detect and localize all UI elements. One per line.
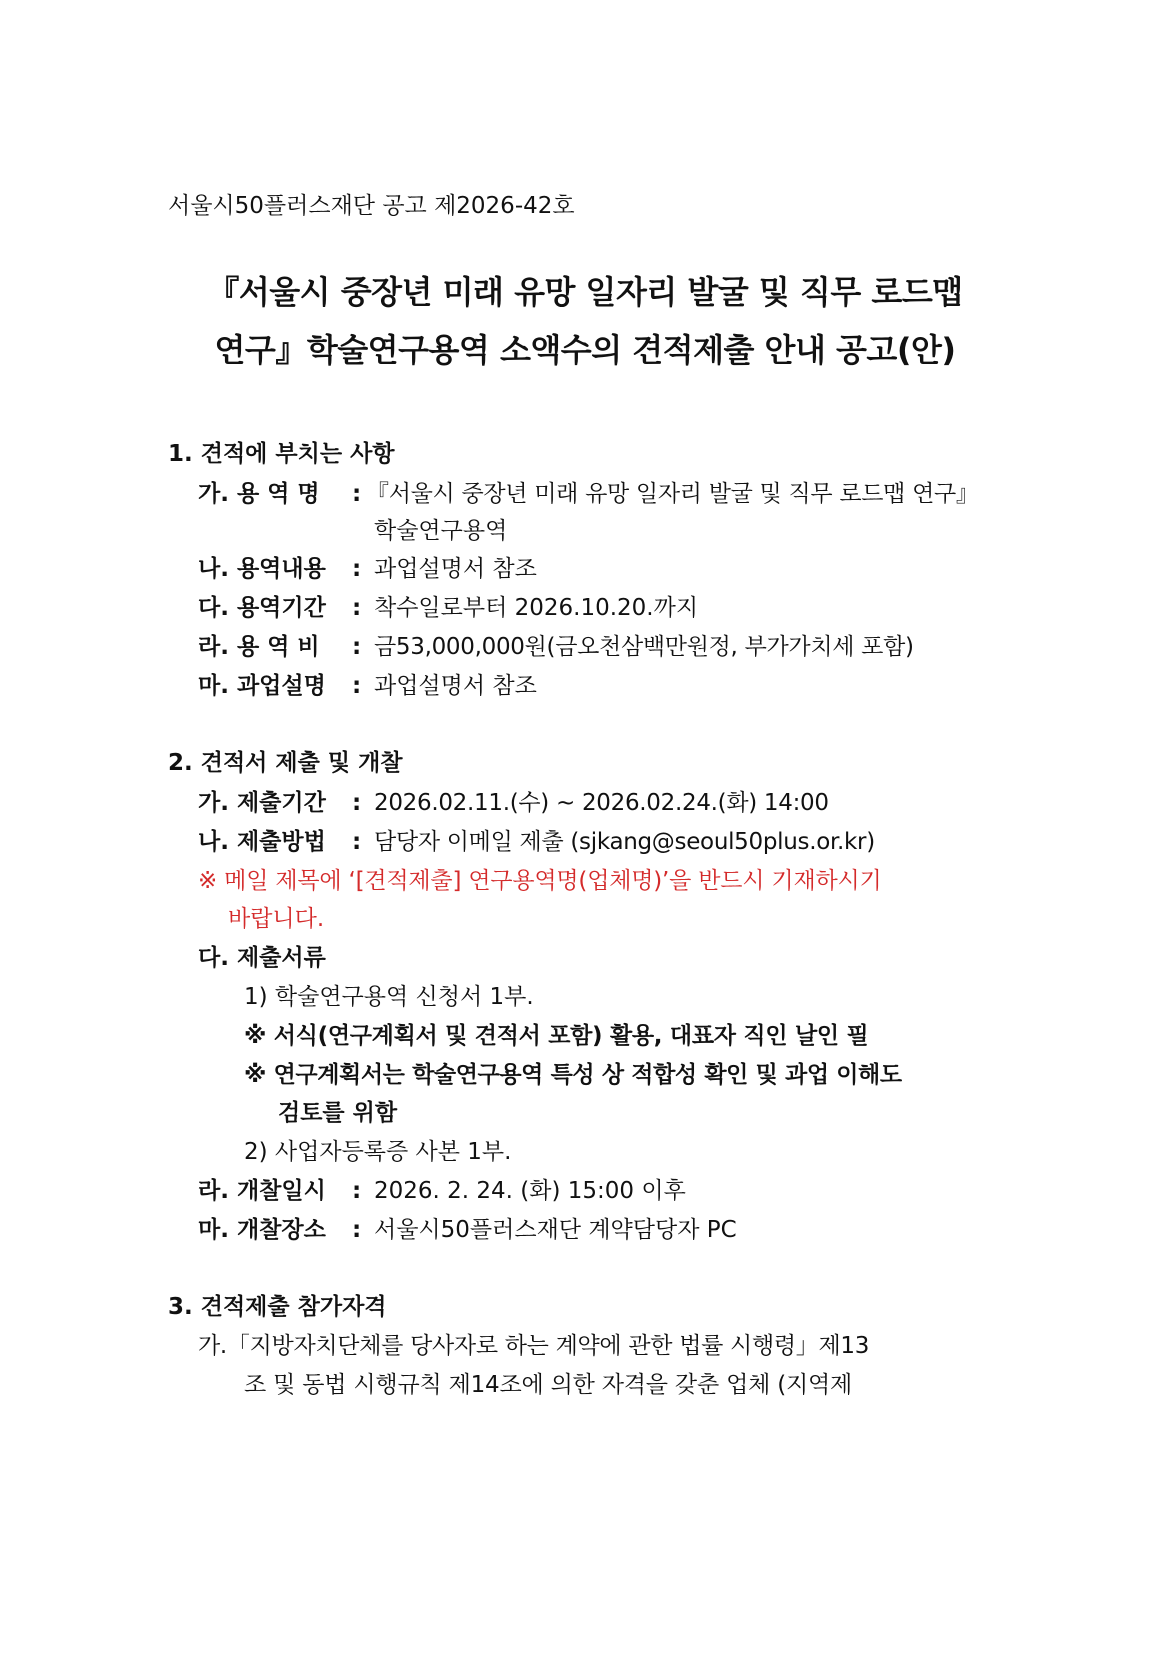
colon: : bbox=[352, 1178, 362, 1204]
colon: : bbox=[352, 595, 362, 621]
item-value: 과업설명서 참조 bbox=[374, 556, 537, 582]
item-value: 담당자 이메일 제출 (sjkang@seoul50plus.or.kr) bbox=[374, 829, 875, 855]
item-label: 나. 제출방법 bbox=[198, 829, 326, 855]
title-line-2: 연구』학술연구용역 소액수의 견적제출 안내 공고(안) bbox=[214, 331, 956, 369]
section-2-heading: 2. 견적서 제출 및 개찰 bbox=[168, 750, 403, 776]
item-label: 마. 과업설명 bbox=[198, 673, 326, 699]
qualification-line-1: 가.「지방자치단체를 당사자로 하는 계약에 관한 법률 시행령」제13 bbox=[198, 1333, 870, 1359]
item-value: 금53,000,000원(금오천삼백만원정, 부가가치세 포함) bbox=[374, 634, 914, 660]
colon: : bbox=[352, 829, 362, 855]
document-item-1: 1) 학술연구용역 신청서 1부. bbox=[244, 984, 534, 1010]
section-3-heading: 3. 견적제출 참가자격 bbox=[168, 1294, 387, 1320]
colon: : bbox=[352, 790, 362, 816]
item-label: 나. 용역내용 bbox=[198, 556, 326, 582]
item-value: 2026.02.11.(수) ~ 2026.02.24.(화) 14:00 bbox=[374, 790, 829, 816]
section-1-heading: 1. 견적에 부치는 사항 bbox=[168, 441, 395, 467]
item-value: 2026. 2. 24. (화) 15:00 이후 bbox=[374, 1178, 686, 1204]
document-note-1: ※ 서식(연구계획서 및 견적서 포함) 활용, 대표자 직인 날인 필 bbox=[244, 1023, 869, 1049]
item-label: 가. 용 역 명 bbox=[198, 481, 320, 507]
colon: : bbox=[352, 481, 362, 507]
item-service-cost bbox=[0, 630, 1170, 664]
item-label: 다. 용역기간 bbox=[198, 595, 326, 621]
document-note-2-line-1: ※ 연구계획서는 학술연구용역 특성 상 적합성 확인 및 과업 이해도 bbox=[244, 1062, 902, 1088]
item-value-continued: 학술연구용역 bbox=[374, 518, 508, 544]
item-opening-place bbox=[0, 1213, 1170, 1247]
item-value: 착수일로부터 2026.10.20.까지 bbox=[374, 595, 699, 621]
warning-line-1: ※ 메일 제목에 ‘[견적제출] 연구용역명(업체명)’을 반드시 기재하시기 bbox=[198, 868, 882, 894]
warning-line-2: 바랍니다. bbox=[228, 906, 325, 932]
item-opening-datetime bbox=[0, 1174, 1170, 1208]
notice-number: 서울시50플러스재단 공고 제2026-42호 bbox=[168, 193, 575, 219]
item-label: 라. 개찰일시 bbox=[198, 1178, 326, 1204]
document-item-2: 2) 사업자등록증 사본 1부. bbox=[244, 1139, 512, 1165]
document-note-2-line-2: 검토를 위함 bbox=[278, 1100, 398, 1126]
item-label: 라. 용 역 비 bbox=[198, 634, 320, 660]
item-value: 서울시50플러스재단 계약담당자 PC bbox=[374, 1217, 737, 1243]
qualification-line-2: 조 및 동법 시행규칙 제14조에 의한 자격을 갖춘 업체 (지역제 bbox=[244, 1372, 853, 1398]
colon: : bbox=[352, 634, 362, 660]
item-value: 과업설명서 참조 bbox=[374, 673, 537, 699]
item-service-name bbox=[0, 477, 1170, 511]
item-value: 『서울시 중장년 미래 유망 일자리 발굴 및 직무 로드맵 연구』 bbox=[366, 481, 979, 507]
item-submission-period bbox=[0, 786, 1170, 820]
item-service-period bbox=[0, 591, 1170, 625]
item-submission-method bbox=[0, 825, 1170, 859]
item-service-content bbox=[0, 552, 1170, 586]
colon: : bbox=[352, 556, 362, 582]
submission-documents-label: 다. 제출서류 bbox=[198, 945, 326, 971]
colon: : bbox=[352, 1217, 362, 1243]
item-label: 마. 개찰장소 bbox=[198, 1217, 326, 1243]
title-line-1: 『서울시 중장년 미래 유망 일자리 발굴 및 직무 로드맵 bbox=[207, 273, 963, 311]
colon: : bbox=[352, 673, 362, 699]
item-label: 가. 제출기간 bbox=[198, 790, 326, 816]
item-task-description bbox=[0, 669, 1170, 703]
